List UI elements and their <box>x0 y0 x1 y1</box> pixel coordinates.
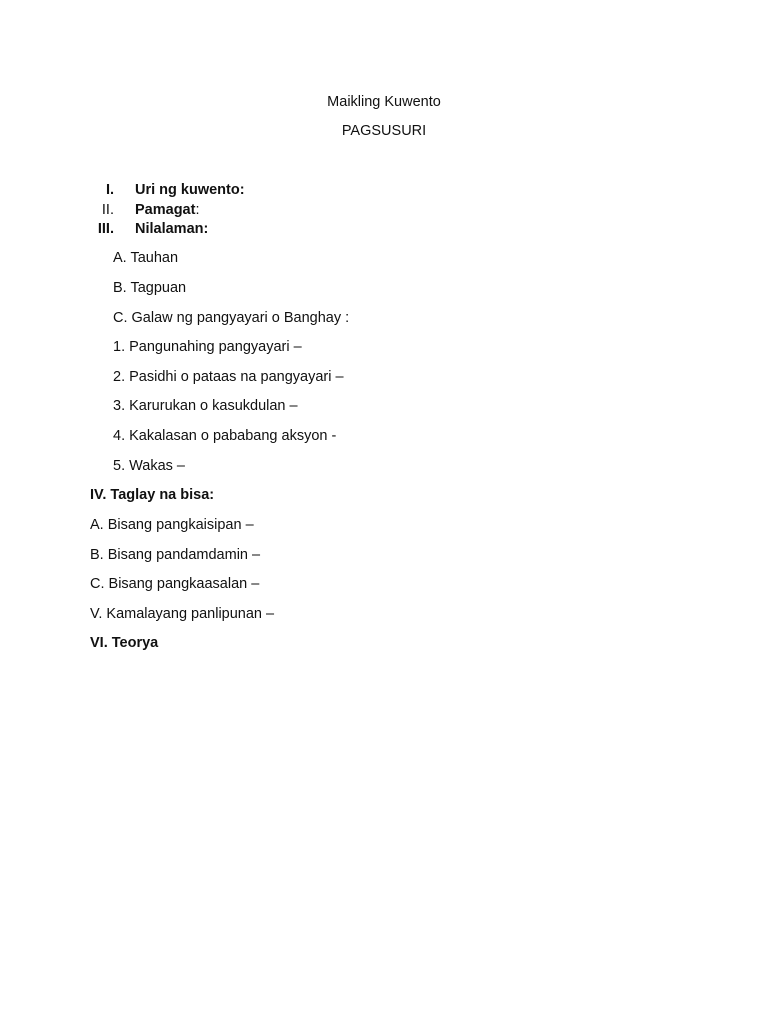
section-iv-item: A. Bisang pangkaisipan – <box>90 517 254 533</box>
section-v-heading: V. Kamalayang panlipunan – <box>90 606 275 622</box>
outline-label: Uri ng kuwento: <box>135 182 245 198</box>
nilalaman-item: 1. Pangunahing pangyayari – <box>113 339 302 355</box>
nilalaman-item: B. Tagpuan <box>113 280 187 296</box>
outline-label-suffix: : <box>195 202 200 218</box>
section-iv-heading: IV. Taglay na bisa: <box>90 487 215 503</box>
outline-numeral: II. <box>101 202 114 218</box>
section-iv-item: B. Bisang pandamdamin – <box>90 547 261 563</box>
outline-numeral: I. <box>105 182 114 198</box>
nilalaman-item: C. Galaw ng pangyayari o Banghay : <box>113 310 350 326</box>
nilalaman-item: 5. Wakas – <box>113 458 185 474</box>
outline-numeral: III. <box>97 221 114 237</box>
section-vi-heading: VI. Teorya <box>90 635 159 651</box>
nilalaman-item: 3. Karurukan o kasukdulan – <box>113 398 298 414</box>
document-subtitle: PAGSUSURI <box>341 123 427 139</box>
outline-label: Pamagat <box>135 202 196 218</box>
nilalaman-item: A. Tauhan <box>113 250 179 266</box>
document-title: Maikling Kuwento <box>327 94 441 110</box>
outline-label-group <box>135 201 199 219</box>
nilalaman-item: 2. Pasidhi o pataas na pangyayari – <box>113 369 344 385</box>
section-iv-item: C. Bisang pangkaasalan – <box>90 576 260 592</box>
outline-label: Nilalaman: <box>135 221 209 237</box>
nilalaman-item: 4. Kakalasan o pababang aksyon - <box>113 428 337 444</box>
